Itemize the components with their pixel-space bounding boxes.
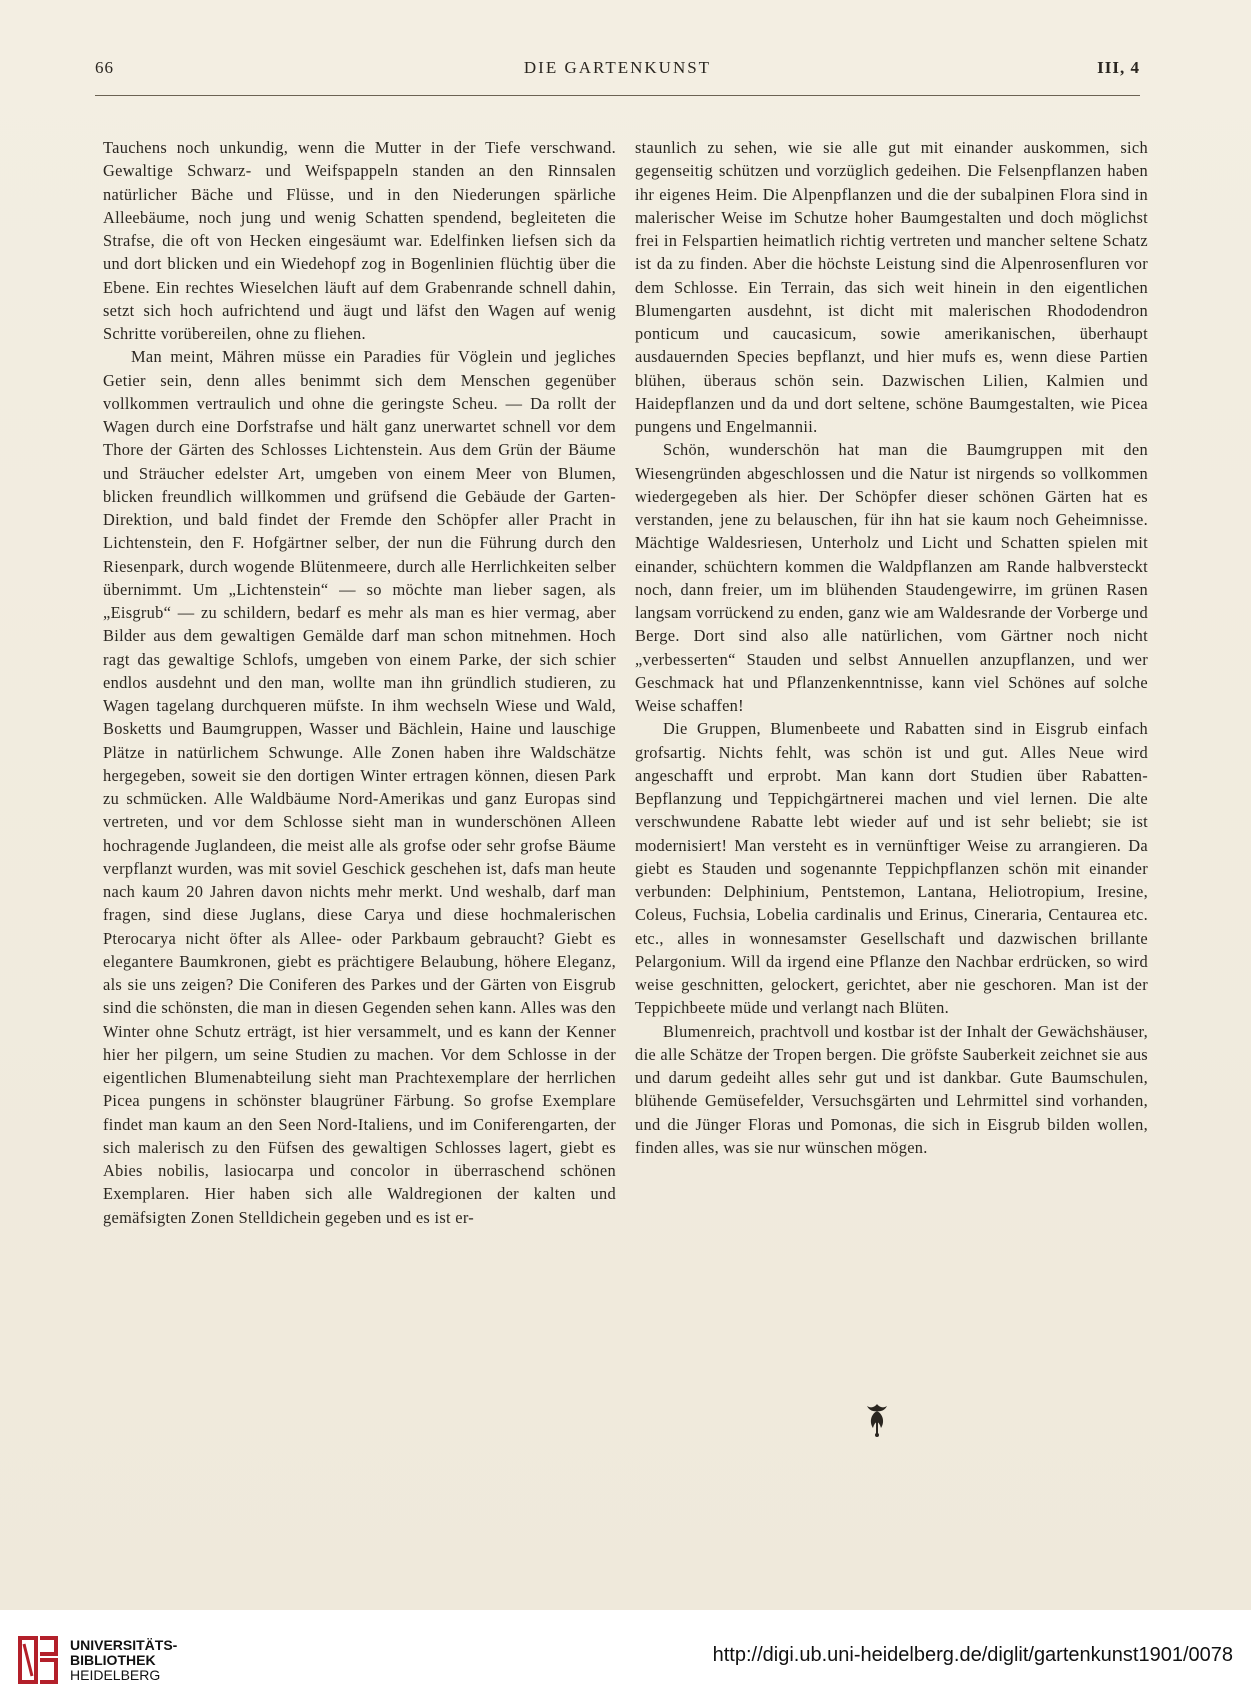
- volume-issue: III, 4: [1097, 58, 1140, 77]
- running-header: [95, 58, 1140, 86]
- digitization-footer: [0, 1610, 1251, 1708]
- permalink-url[interactable]: http://digi.ub.uni-heidelberg.de/diglit/gartenkunst1901/0078: [712, 1644, 1233, 1666]
- journal-title: DIE GARTENKUNST: [523, 58, 712, 77]
- library-line: BIBLIOTHEK: [70, 1652, 156, 1668]
- header-rule: [95, 95, 1140, 96]
- paragraph: Tauchens noch unkundig, wenn die Mutter in der Tiefe verschwand. Gewaltige Schwarz- und Weifspappeln standen an den Rinnsalen natürlicher Bäche und Flüsse, und in den Niederungen spärliche Alleebäume, noch jung und wenig Schatten spendend, begleiteten die Strafse, die oft von Hecken eingesäumt war. Edelfinken liefsen sich da und dort blicken und ein Wiedehopf zog in Bogenlinien flüchtig über die Ebene. Ein rechtes Wieselchen läuft auf dem Grabenrande schnell dahin, setzt sich hoch aufrichtend und äugt und läfst den Wagen auf wenig Schritte vorübereilen, ohne zu fliehen.: [103, 138, 616, 343]
- paragraph: staunlich zu sehen, wie sie alle gut mit einander auskommen, sich gegenseitig schützen und vorzüglich gedeihen. Die Felsenpflanzen haben ihr eigenes Heim. Die Alpenpflanzen und die der subalpinen Flora sind in malerischer Weise im Schutze hoher Baumgestalten und doch möglichst frei in Felspartien heimatlich richtig vertreten und mancher seltene Schatz ist da zu finden. Aber die höchste Leistung sind die Alpenrosenfluren vor dem Schlosse. Ein Terrain, das sich weit hinein in den eigentlichen Blumengarten ausdehnt, ist dicht mit malerischen Rhododendron ponticum und caucasicum, sowie amerikanischen, überhaupt ausdauernden Species bepflanzt, und hier mufs es, wenn diese Partien blühen, überaus schön sein. Dazwischen Lilien, Kalmien und Haidepflanzen und da und dort seltene, schöne Baumgestalten, wie Picea pungens und Engelmannii.: [635, 138, 1148, 436]
- library-name: [70, 1638, 177, 1683]
- fleuron-ornament-icon: [857, 1400, 897, 1440]
- paragraph: Die Gruppen, Blumenbeete und Rabatten sind in Eisgrub einfach grofsartig. Nichts fehlt, was schön ist und gut. Alles Neue wird angeschafft und erprobt. Man kann dort Studien über Rabatten-Bepflanzung und Teppichgärtnerei machen und viel lernen. Die alte verschwundene Rabatte lebt wieder auf und ist sehr beliebt; sie ist modernisiert! Man versteht es in vernünftiger Weise zu arrangieren. Da giebt es Stauden und sogenannte Teppichpflanzen schön mit einander verbunden: Delphinium, Pentstemon, Lantana, Heliotropium, Iresine, Coleus, Fuchsia, Lobelia cardinalis und Erinus, Cineraria, Centaurea etc. etc., alles in wonnesamster Gesellschaft und dazwischen brillante Pelargonium. Will da irgend eine Pflanze den Nachbar erdrücken, so wird weise geschnitten, gelockert, gerichtet, aber nie geschoren. Man ist der Teppichbeete müde und verlangt nach Blüten.: [635, 719, 1148, 1018]
- library-line: UNIVERSITÄTS-: [70, 1637, 178, 1653]
- university-library-logo-icon: [14, 1632, 62, 1688]
- paragraph: Blumenreich, prachtvoll und kostbar ist der Inhalt der Gewächshäuser, die alle Schätze der Tropen bergen. Die gröfste Sauberkeit zeichnet sie aus und darum gedeiht alles sehr gut und ist dankbar. Gute Baumschulen, blühende Gemüsefelder, Versuchsgärten und Lehrmittel sind vorhanden, und die Jünger Floras und Pomonas, die sich in Eisgrub bilden wollen, finden alles, was sie nur wünschen mögen.: [635, 1021, 1148, 1157]
- page-number: 66: [95, 58, 114, 77]
- bleed-through-smudge: [985, 1455, 1155, 1515]
- paragraph: Schön, wunderschön hat man die Baumgruppen mit den Wiesengründen abgeschlossen und die Natur ist nirgends so vollkommen wiedergegeben als hier. Der Schöpfer dieser schönen Gärten hat es verstanden, jene zu belauschen, für ihn hat sie kaum noch Geheimnisse. Mächtige Waldesriesen, Unterholz und Licht und Schatten spielen mit einander, schüchtern kommen die Waldpflanzen am Rande halbversteckt noch, dann freier, um im blühenden Staudengewirre, im grünen Rasen langsam vorrückend zu enden, ganz wie am Waldesrande der Vorberge und Berge. Dort sind also alle natürlichen, vom Gärtner noch nicht „verbesserten“ Stauden und selbst Annuellen anzupflanzen, und wer Geschmack hat und Pflanzenkenntnisse, kann viel Schönes auf solche Weise schaffen!: [635, 440, 1148, 715]
- paragraph: Man meint, Mähren müsse ein Paradies für Vöglein und jegliches Getier sein, denn alles benimmt sich dem Menschen gegenüber vollkommen vertraulich und ohne die geringste Scheu. — Da rollt der Wagen durch eine Dorfstrafse und hält ganz unerwartet schnell vor dem Thore der Gärten des Schlosses Lichtenstein. Aus dem Grün der Bäume und Sträucher edelster Art, umgeben von einem Meer von Blumen, blicken freundlich willkommen und grüfsend die Gebäude der Garten-Direktion, und bald findet der Fremde den Schöpfer aller Pracht in Lichtenstein, den F. Hofgärtner selber, der nun die Führung durch den Riesenpark, durch wogende Blütenmeere, durch alle Herrlichkeiten selber übernimmt. Um „Lichtenstein“ — so möchte man lieber sagen, als „Eisgrub“ — zu schildern, bedarf es mehr als man es hier vermag, aber Bilder aus dem gewaltigen Gemälde darf man schon mitnehmen. Hoch ragt das gewaltige Schlofs, umgeben von einem Parke, der sich schier endlos ausdehnt und den man, wollte man ihn gründlich studieren, zu Wagen tagelang durchqueren müfste. In ihm wechseln Wiese und Wald, Bosketts und Baumgruppen, Wasser und Bächlein, Haine und lauschige Plätze in natürlichem Schwunge. Alle Zonen haben ihre Waldschätze hergegeben, soweit sie den dortigen Winter ertragen können, diesen Park zu schmücken. Alle Waldbäume Nord-Amerikas und ganz Europas sind vertreten, und vor dem Schlosse sieht man in wunderschönen Alleen hochragende Juglandeen, die meist alle als grofse oder sehr grofse Bäume verpflanzt wurden, was mit soviel Geschick geschehen ist, dafs man heute nach kaum 20 Jahren davon nichts mehr merkt. Und weshalb, darf man fragen, sind diese Juglans, diese Carya und diese hochmalerischen Pterocarya nicht öfter als Allee- oder Parkbaum gebraucht? Giebt es elegantere Baumkronen, giebt es prächtigere Belaubung, höhere Eleganz, als sie uns zeigen? Die Coniferen des Parkes und der Gärten von Eisgrub sind die schönsten, die man in diesen Gegenden sehen kann. Alles was den Winter ohne Schutz erträgt, ist hier versammelt, und es kann der Kenner hier her pilgern, um seine Studien zu machen. Vor dem Schlosse in der eigentlichen Blumenabteilung sieht man Prachtexemplare der herrlichen Picea pungens in schönster blaugrüner Färbung. So grofse Exemplare findet man kaum an den Seen Nord-Italiens, und im Coniferengarten, der sich malerisch zu den Füfsen des gewaltigen Schlosses lagert, giebt es Abies nobilis, lasiocarpa und concolor in überraschend schönen Exemplaren. Hier haben sich alle Waldregionen der kalten und gemäfsigten Zonen Stelldichein gegeben und es ist er-: [103, 347, 616, 1227]
- right-column: [635, 136, 1148, 1476]
- library-line: HEIDELBERG: [70, 1667, 161, 1683]
- left-column: [103, 136, 616, 1476]
